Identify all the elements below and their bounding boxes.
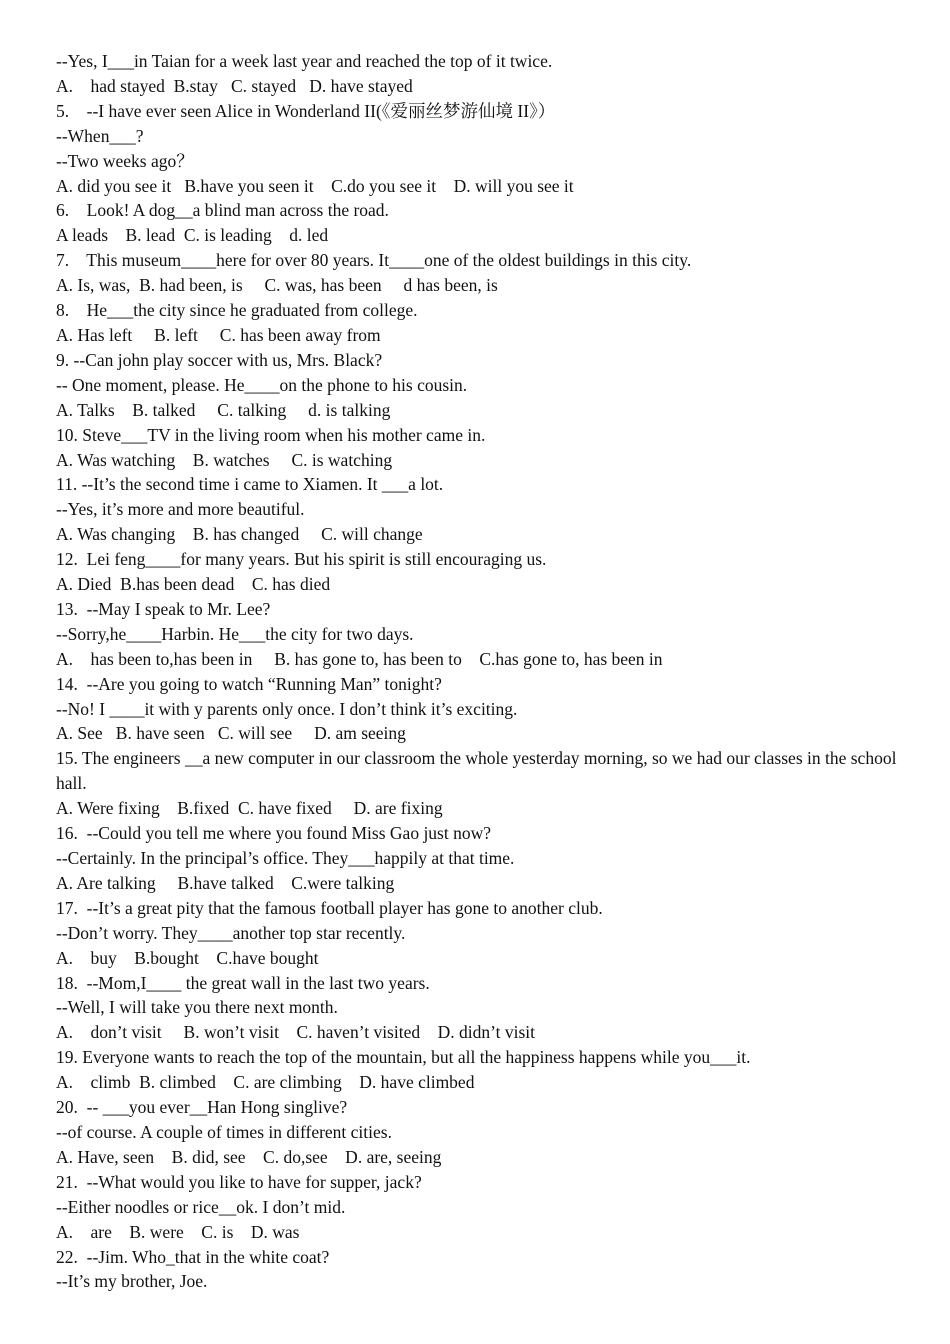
answer-options: A. Was changing B. has changed C. will change — [56, 524, 423, 545]
answer-options: A. did you see it B.have you seen it C.do you see it D. will you see it — [56, 175, 574, 196]
text-line: --of course. A couple of times in different cities. — [56, 1121, 392, 1142]
text-line: --It’s my brother, Joe. — [56, 1271, 208, 1292]
text-line: --Either noodles or rice__ok. I don’t mid. — [56, 1196, 346, 1217]
answer-options: A. had stayed B.stay C. stayed D. have stayed — [56, 75, 413, 96]
question-14: 14. --Are you going to watch “Running Man” tonight? — [56, 673, 442, 694]
question-15: 15. The engineers __a new computer in our classroom the whole yesterday morning, so we had our classes in the school hall. — [56, 748, 897, 794]
question-19: 19. Everyone wants to reach the top of the mountain, but all the happiness happens while you___it. — [56, 1047, 751, 1068]
question-18: 18. --Mom,I____ the great wall in the last two years. — [56, 972, 430, 993]
text-line: --Well, I will take you there next month. — [56, 997, 338, 1018]
answer-options: A. Are talking B.have talked C.were talking — [56, 872, 395, 893]
document-page — [56, 49, 906, 1294]
question-17: 17. --It’s a great pity that the famous football player has gone to another club. — [56, 897, 603, 918]
question-16: 16. --Could you tell me where you found Miss Gao just now? — [56, 823, 492, 844]
text-line: --Yes, I___in Taian for a week last year and reached the top of it twice. — [56, 51, 553, 71]
question-21: 21. --What would you like to have for supper, jack? — [56, 1171, 422, 1192]
text-line: --Yes, it’s more and more beautiful. — [56, 499, 305, 520]
question-8: 8. He___the city since he graduated from college. — [56, 300, 418, 321]
text-line: --Certainly. In the principal’s office. They___happily at that time. — [56, 848, 515, 868]
text-line: --When___? — [56, 125, 144, 146]
question-9: 9. --Can john play soccer with us, Mrs. Black? — [56, 349, 383, 370]
text-line: --Two weeks ago？ — [56, 150, 194, 171]
answer-options: A. buy B.bought C.have bought — [56, 947, 319, 968]
answer-options: A. Were fixing B.fixed C. have fixed D. are fixing — [56, 798, 443, 819]
answer-options: A. Have, seen B. did, see C. do,see D. are, seeing — [56, 1146, 442, 1167]
answer-options: A leads B. lead C. is leading d. led — [56, 225, 329, 246]
question-6: 6. Look! A dog__a blind man across the road. — [56, 200, 389, 221]
question-5: 5. --I have ever seen Alice in Wonderland II(《爱丽丝梦游仙境 II》） — [56, 100, 556, 121]
question-22: 22. --Jim. Who_that in the white coat? — [56, 1246, 330, 1267]
answer-options: A. Died B.has been dead C. has died — [56, 574, 331, 595]
answer-options: A. has been to,has been in B. has gone to, has been to C.has gone to, has been in — [56, 648, 663, 669]
question-12: 12. Lei feng____for many years. But his spirit is still encouraging us. — [56, 549, 547, 570]
answer-options: A. don’t visit B. won’t visit C. haven’t visited D. didn’t visit — [56, 1022, 536, 1043]
answer-options: A. are B. were C. is D. was — [56, 1221, 300, 1242]
text-line: -- One moment, please. He____on the phone to his cousin. — [56, 374, 468, 395]
text-line: --Don’t worry. They____another top star recently. — [56, 922, 406, 943]
answer-options: A. climb B. climbed C. are climbing D. have climbed — [56, 1072, 475, 1093]
answer-options: A. Talks B. talked C. talking d. is talking — [56, 399, 391, 420]
answer-options: A. Is, was, B. had been, is C. was, has been d has been, is — [56, 275, 498, 296]
question-20: 20. -- ___you ever__Han Hong singlive? — [56, 1097, 348, 1118]
answer-options: A. Was watching B. watches C. is watching — [56, 449, 393, 470]
question-11: 11. --It’s the second time i came to Xiamen. It ___a lot. — [56, 474, 444, 495]
question-10: 10. Steve___TV in the living room when his mother came in. — [56, 424, 486, 445]
question-13: 13. --May I speak to Mr. Lee? — [56, 598, 271, 619]
text-line: --Sorry,he____Harbin. He___the city for two days. — [56, 623, 414, 644]
answer-options: A. See B. have seen C. will see D. am seeing — [56, 723, 406, 744]
question-7: 7. This museum____here for over 80 years. It____one of the oldest buildings in this city. — [56, 250, 692, 271]
answer-options: A. Has left B. left C. has been away from — [56, 324, 381, 345]
text-line: --No! I ____it with y parents only once. I don’t think it’s exciting. — [56, 698, 518, 719]
